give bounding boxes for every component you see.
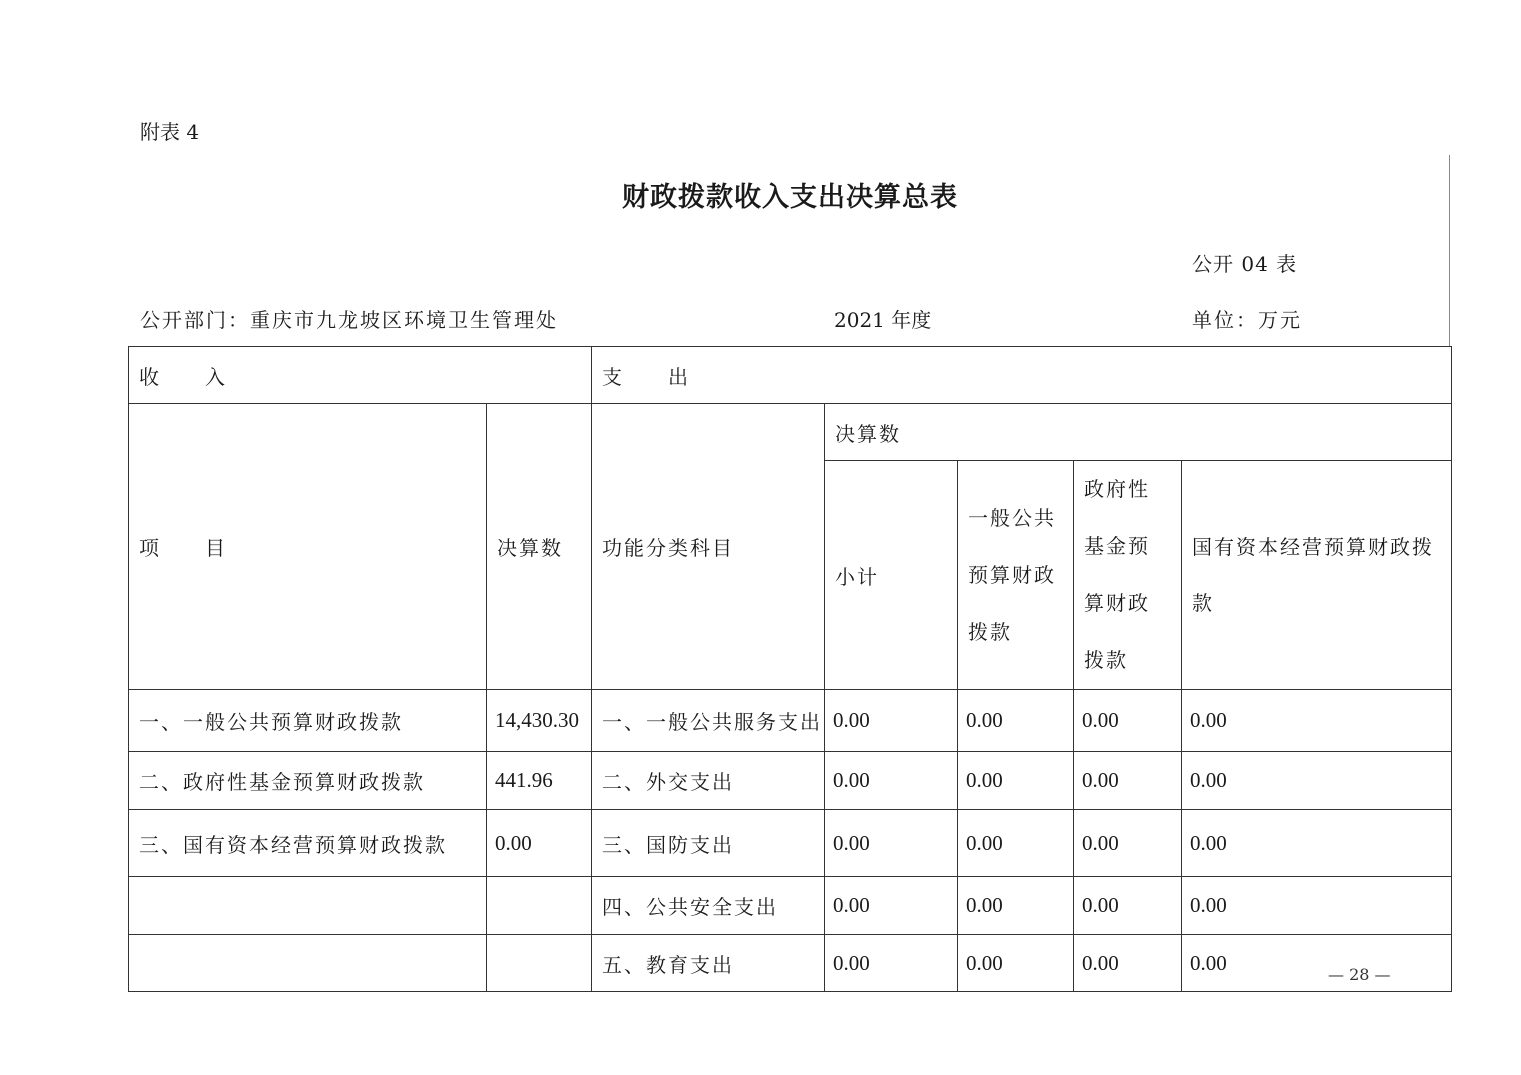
- col-function-header: 功能分类科目: [592, 404, 825, 690]
- col-state-header: 国有资本经营预算财政拨款: [1182, 461, 1452, 690]
- row-item: 三、国有资本经营预算财政拨款: [129, 810, 487, 877]
- row-general: 0.00: [958, 877, 1074, 935]
- row-state: 0.00: [1182, 810, 1452, 877]
- table-row: [129, 935, 1452, 992]
- row-state: 0.00: [1182, 690, 1452, 752]
- page-number: — 28 —: [1328, 965, 1391, 984]
- margin-line: [1449, 155, 1450, 347]
- row-fund: 0.00: [1074, 935, 1182, 992]
- row-amount: 14,430.30: [487, 690, 592, 752]
- row-item: 二、政府性基金预算财政拨款: [129, 752, 487, 810]
- row-amount: 0.00: [487, 810, 592, 877]
- row-state: 0.00: [1182, 935, 1452, 992]
- row-fund: 0.00: [1074, 690, 1182, 752]
- budget-table: [128, 346, 1452, 992]
- row-general: 0.00: [958, 935, 1074, 992]
- income-header: 收 入: [129, 347, 592, 404]
- row-amount: [487, 877, 592, 935]
- row-fund: 0.00: [1074, 752, 1182, 810]
- row-subtotal: 0.00: [825, 935, 958, 992]
- page-title: 财政拨款收入支出决算总表: [622, 182, 958, 213]
- row-general: 0.00: [958, 810, 1074, 877]
- col-expense-amount-header: 决算数: [825, 404, 1452, 461]
- table-row: [129, 810, 1452, 877]
- row-general: 0.00: [958, 752, 1074, 810]
- row-subtotal: 0.00: [825, 877, 958, 935]
- row-item: [129, 877, 487, 935]
- row-function: 三、国防支出: [592, 810, 825, 877]
- department-label: 公开部门：重庆市九龙坡区环境卫生管理处: [140, 308, 558, 332]
- expense-header: 支 出: [592, 347, 1452, 404]
- fiscal-year: 2021 年度: [834, 308, 932, 332]
- col-fund-header: 政府性基金预算财政拨款: [1074, 461, 1182, 690]
- row-function: 四、公共安全支出: [592, 877, 825, 935]
- row-function: 五、教育支出: [592, 935, 825, 992]
- col-general-header: 一般公共预算财政拨款: [958, 461, 1074, 690]
- row-item: 一、一般公共预算财政拨款: [129, 690, 487, 752]
- row-item: [129, 935, 487, 992]
- attachment-label: 附表 4: [140, 120, 200, 144]
- row-fund: 0.00: [1074, 877, 1182, 935]
- unit-label: 单位：万元: [1192, 308, 1302, 332]
- row-subtotal: 0.00: [825, 690, 958, 752]
- row-subtotal: 0.00: [825, 752, 958, 810]
- row-general: 0.00: [958, 690, 1074, 752]
- col-subtotal-header: 小计: [825, 461, 958, 690]
- row-state: 0.00: [1182, 877, 1452, 935]
- row-amount: [487, 935, 592, 992]
- col-item-header: 项 目: [129, 404, 487, 690]
- row-function: 二、外交支出: [592, 752, 825, 810]
- table-row: [129, 690, 1452, 752]
- row-fund: 0.00: [1074, 810, 1182, 877]
- row-subtotal: 0.00: [825, 810, 958, 877]
- form-code: 公开 04 表: [1192, 252, 1298, 276]
- row-state: 0.00: [1182, 752, 1452, 810]
- table-row: [129, 877, 1452, 935]
- row-amount: 441.96: [487, 752, 592, 810]
- table-row: [129, 752, 1452, 810]
- row-function: 一、一般公共服务支出: [592, 690, 825, 752]
- col-income-amount-header: 决算数: [487, 404, 592, 690]
